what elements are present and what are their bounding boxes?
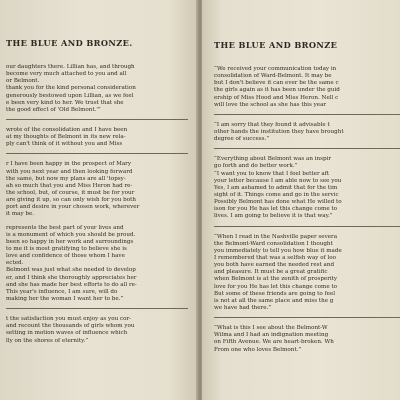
text-line: go forth and do better work.” bbox=[214, 163, 298, 170]
text-line: “I am sorry that they found it advisable t bbox=[214, 121, 330, 128]
text-line: and she has made her best efforts to do all re- bbox=[6, 281, 137, 288]
text-line: degree of success.” bbox=[214, 136, 270, 143]
text-line: ison for you He has let this change come to bbox=[214, 206, 338, 213]
text-line: Possibly Belmont has done what He willed to bbox=[214, 199, 342, 206]
text-line: “Everything about Belmont was an inspir bbox=[214, 156, 332, 163]
section-divider bbox=[6, 153, 188, 154]
text-line: it may be. bbox=[6, 211, 35, 218]
section-divider bbox=[6, 119, 188, 120]
text-line: setting in motion waves of influence which bbox=[6, 330, 128, 337]
text-line: “I want you to know that I feel better aft bbox=[214, 170, 330, 177]
text-line: our daughters there. Lillian has, and through bbox=[6, 64, 135, 70]
text-line: This year's influence, I am sure, will do bbox=[6, 288, 118, 295]
text-line: the school, but, of course, it must be for your bbox=[6, 189, 135, 196]
text-line: ected. bbox=[6, 260, 24, 267]
text-line: lly on the shores of eternity.” bbox=[6, 337, 89, 344]
text-line: to me it is most gratifying to believe she is bbox=[6, 245, 127, 252]
right-paragraph-1 bbox=[214, 66, 400, 109]
text-line: ply can't think of it without you and Miss bbox=[6, 141, 123, 148]
left-paragraph-3 bbox=[6, 161, 188, 218]
text-line: is a monument of which you should be proud. bbox=[6, 231, 136, 238]
text-line: t the satisfaction you must enjoy as you cor- bbox=[6, 316, 132, 323]
text-line: Wilma and I had an indignation meeting bbox=[214, 332, 329, 339]
text-line: but I don't believe it can ever be the same c bbox=[214, 80, 339, 87]
text-line: other hands the institution they have brought bbox=[214, 128, 344, 135]
text-line: Belmont was just what she needed to develop bbox=[6, 267, 136, 274]
text-line: Yes, I am ashamed to admit that for the tim bbox=[214, 184, 338, 191]
right-paragraph-4 bbox=[214, 234, 400, 313]
section-divider bbox=[214, 148, 400, 149]
text-line: wrote of the consolidation and I have been bbox=[6, 126, 128, 133]
text-line: will love the school as she has this year bbox=[214, 101, 327, 108]
left-paragraph-1 bbox=[6, 64, 188, 114]
section-divider bbox=[214, 114, 400, 115]
right-running-header: THE BLUE AND BRONZE bbox=[214, 40, 338, 50]
text-line: been so happy in her work and surroundings bbox=[6, 238, 134, 245]
text-line: But some of these friends are going to feel bbox=[214, 290, 336, 297]
text-line: you both have earned the needed rest and bbox=[214, 262, 335, 269]
text-line: consolidation of Ward-Belmont. It may be bbox=[214, 73, 332, 80]
text-line: thank you for the kind personal consideration bbox=[6, 85, 136, 92]
text-line: the good effect of 'Old Belmont.'” bbox=[6, 106, 101, 113]
text-line: e been very kind to her. We trust that she bbox=[6, 99, 124, 106]
text-line: or Belmont. bbox=[6, 78, 40, 85]
text-line: the Belmont-Ward consolidation I thought bbox=[214, 240, 333, 247]
text-line: making her the woman I want her to be.” bbox=[6, 295, 124, 302]
left-running-header: THE BLUE AND BRONZE. bbox=[6, 38, 133, 48]
text-line: “When I read in the Nashville paper severa bbox=[214, 233, 338, 240]
left-page-body bbox=[6, 64, 188, 345]
text-line: generously bestowed upon Lillian, as we feel bbox=[6, 92, 134, 99]
text-line: r I have been happy in the prospect of Mary bbox=[6, 161, 132, 168]
text-line: represents the best part of your lives and bbox=[6, 224, 124, 231]
left-paragraph-5 bbox=[6, 316, 188, 345]
text-line: sight of it. Things come and go in the servic bbox=[214, 191, 339, 198]
text-line: love and confidence of those whom I have bbox=[6, 253, 125, 260]
right-page-body bbox=[214, 66, 400, 354]
text-line: love for you He has let this change come to bbox=[214, 283, 338, 290]
right-page bbox=[202, 0, 400, 400]
section-divider bbox=[214, 226, 400, 227]
text-line: lives. I am going to believe it is that way.” bbox=[214, 213, 333, 220]
text-line: when Belmont is at the zenith of prosperity bbox=[214, 276, 338, 283]
text-line: From one who loves Belmont.” bbox=[214, 346, 302, 353]
text-line: I remembered that was a selfish way of loo bbox=[214, 254, 336, 261]
right-paragraph-2 bbox=[214, 122, 400, 143]
text-line: “We received your communication today in bbox=[214, 66, 337, 72]
text-line: we have had there.” bbox=[214, 304, 272, 311]
section-divider bbox=[6, 308, 188, 309]
text-line: at my thoughts of Belmont in its new rela- bbox=[6, 134, 126, 141]
text-line: are giving it up, so can only wish for you both bbox=[6, 197, 136, 204]
text-line: you immediately to tell you how blue it made bbox=[214, 247, 342, 254]
text-line: on Fifth Avenue. We are heart-broken. Wh bbox=[214, 339, 334, 346]
text-line: er, and I think she thoroughly appreciates her bbox=[6, 274, 137, 281]
text-line: your letter because I am able now to see you bbox=[214, 177, 342, 184]
text-line: the same, but now my plans are all 'topsy- bbox=[6, 175, 126, 182]
text-line: is not at all the same place and miss the g bbox=[214, 297, 334, 304]
right-paragraph-3 bbox=[214, 156, 400, 220]
text-line: ership of Miss Hood and Miss Heron. Nell c bbox=[214, 94, 339, 101]
text-line: become very much attached to you and all bbox=[6, 71, 127, 78]
right-paragraph-5 bbox=[214, 325, 400, 354]
text-line: and recount the thousands of girls whom you bbox=[6, 323, 135, 330]
left-page bbox=[0, 0, 198, 400]
left-paragraph-2 bbox=[6, 127, 188, 148]
text-line: “What is this I see about the Belmont-W bbox=[214, 325, 328, 332]
left-paragraph-4 bbox=[6, 225, 188, 304]
text-line: port and desire in your chosen work, wherever bbox=[6, 204, 140, 211]
section-divider bbox=[214, 317, 400, 318]
text-line: and pleasure. It must be a great gratific bbox=[214, 269, 328, 276]
text-line: the girls again as it has been under the guid bbox=[214, 87, 340, 94]
text-line: with you next year and then looking forward bbox=[6, 168, 133, 175]
text-line: ah so much that you and Miss Heron had re- bbox=[6, 182, 133, 189]
